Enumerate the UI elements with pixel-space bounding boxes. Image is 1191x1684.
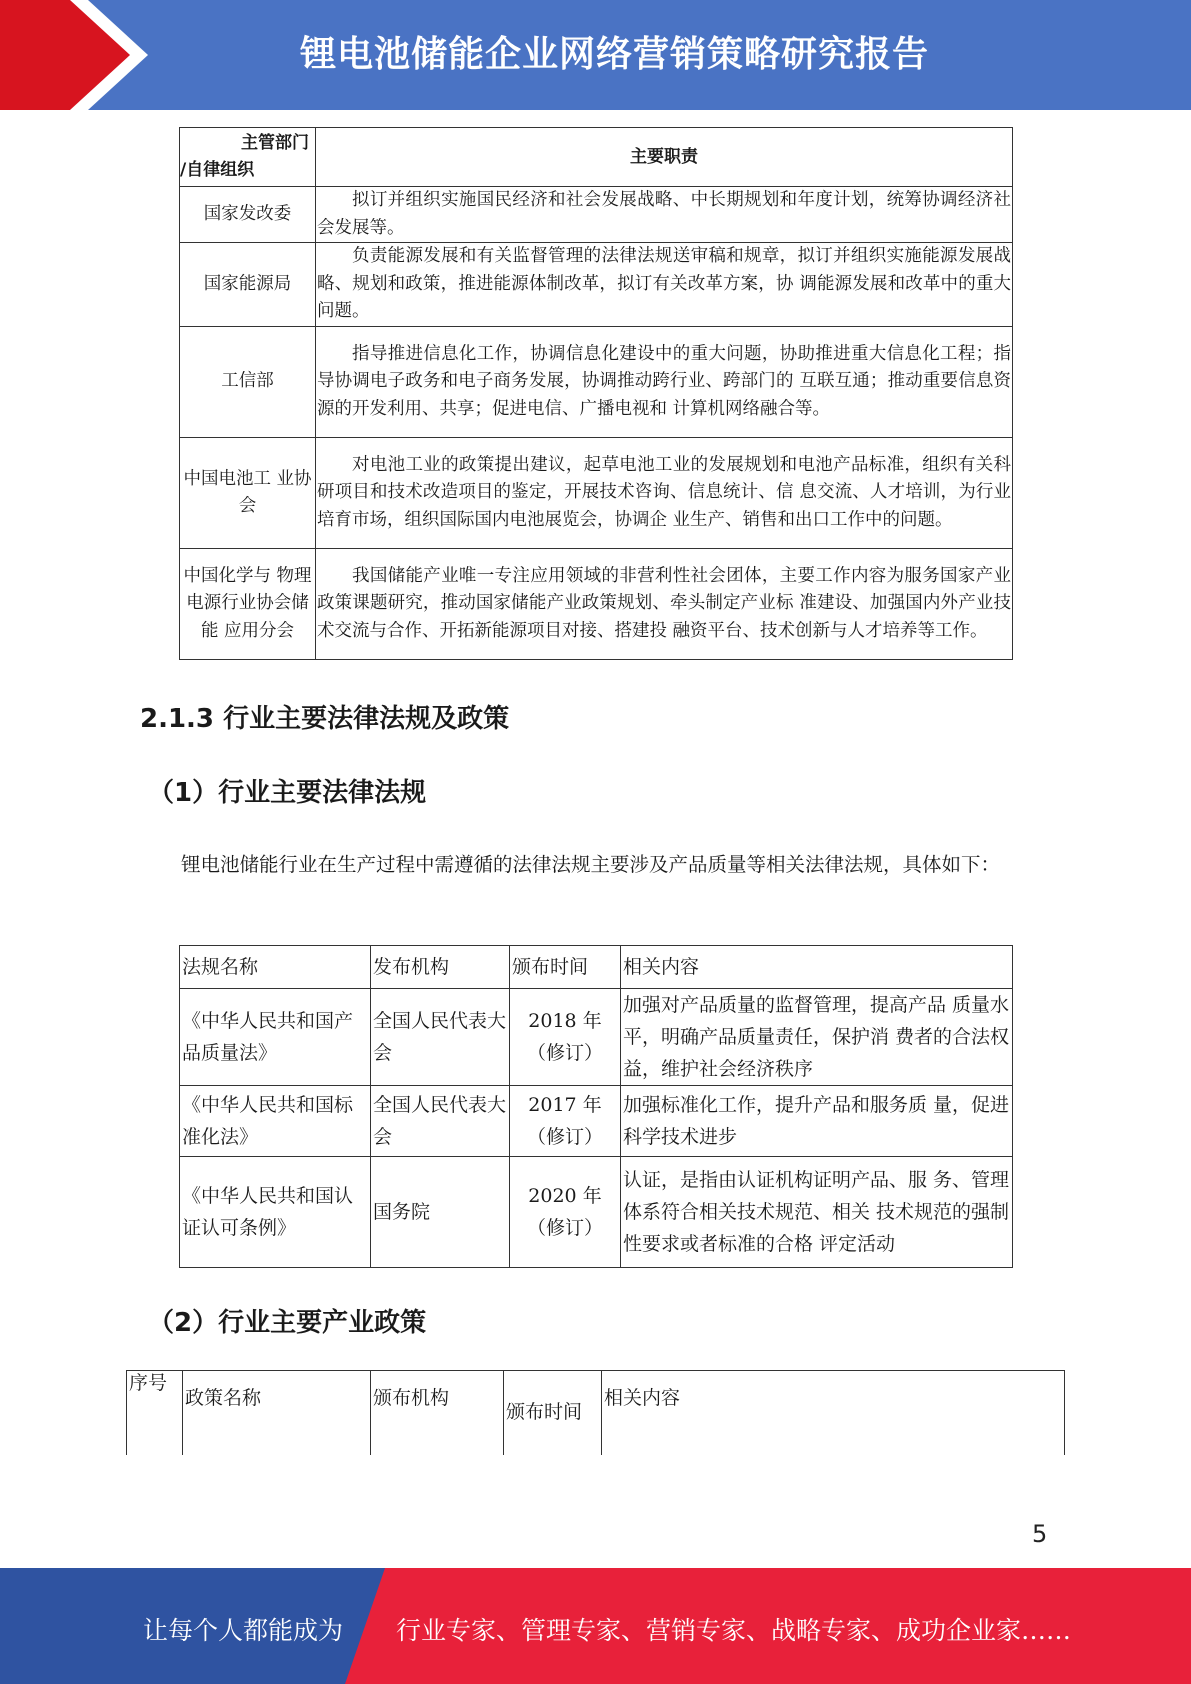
col-header-duty: 主要职责	[316, 128, 1013, 187]
subsection-heading-policies: （2）行业主要产业政策	[148, 1308, 427, 1338]
table-row	[180, 989, 1013, 1086]
table-header-row	[180, 128, 1013, 187]
col-header-issuer: 颁布机构	[371, 1371, 504, 1456]
dept-cell: 中国化学与 物理电源行业协会储能 应用分会	[180, 549, 316, 660]
law-name-cell: 《中华人民共和国标准化法》	[180, 1086, 371, 1157]
page-header	[0, 0, 1191, 110]
col-header-dept: 主管部门 /自律组织	[180, 128, 316, 187]
header-chevron-graphic	[0, 0, 160, 110]
law-content-cell: 加强标准化工作，提升产品和服务质 量，促进科学技术进步	[621, 1086, 1013, 1157]
law-name-cell: 《中华人民共和国认证认可条例》	[180, 1157, 371, 1268]
law-org-cell: 全国人民代表大会	[371, 1086, 510, 1157]
table-row	[180, 438, 1013, 549]
section-heading: 2.1.3 行业主要法律法规及政策	[140, 704, 510, 734]
table-header-row	[127, 1371, 1065, 1456]
col-header-org: 发布机构	[371, 946, 510, 989]
duty-cell: 拟订并组织实施国民经济和社会发展战略、中长期规划和年度计划，统筹协调经济社会发展等。	[316, 187, 1013, 243]
col-header-seq: 序号	[127, 1371, 183, 1456]
law-table	[179, 945, 1013, 1268]
duty-cell: 对电池工业的政策提出建议，起草电池工业的发展规划和电池产品标准，组织有关科研项目和技术改造项目的鉴定，开展技术咨询、信息统计、信 息交流、人才培训，为行业培育市场，组织国际国内电池展览会，协调企 业生产、销售和出口工作中的问题。	[316, 438, 1013, 549]
dept-cell: 国家发改委	[180, 187, 316, 243]
table-row	[180, 1086, 1013, 1157]
duty-cell: 指导推进信息化工作，协调信息化建设中的重大问题，协助推进重大信息化工程；指导协调电子政务和电子商务发展，协调推动跨行业、跨部门的 互联互通；推动重要信息资源的开发利用、共享；促进电信、广播电视和 计算机网络融合等。	[316, 327, 1013, 438]
page-number: 5	[1032, 1520, 1048, 1548]
table-row	[180, 243, 1013, 327]
subsection-heading-laws: （1）行业主要法律法规	[148, 778, 427, 808]
duty-cell: 负责能源发展和有关监督管理的法律法规送审稿和规章，拟订并组织实施能源发展战略、规划和政策，推进能源体制改革，拟订有关改革方案，协 调能源发展和改革中的重大问题。	[316, 243, 1013, 327]
col-header-time: 颁布时间	[510, 946, 621, 989]
dept-cell: 中国电池工 业协会	[180, 438, 316, 549]
dept-cell: 工信部	[180, 327, 316, 438]
page-footer	[0, 1568, 1191, 1684]
table-row	[180, 1157, 1013, 1268]
law-time-cell: 2018 年（修订）	[510, 989, 621, 1086]
law-content-cell: 加强对产品质量的监督管理，提高产品 质量水平，明确产品质量责任，保护消 费者的合法权益，维护社会经济秩序	[621, 989, 1013, 1086]
report-title: 锂电池储能企业网络营销策略研究报告	[300, 34, 930, 75]
col-header-policy-name: 政策名称	[183, 1371, 371, 1456]
law-time-cell: 2020 年（修订）	[510, 1157, 621, 1268]
table-header-row	[180, 946, 1013, 989]
law-time-cell: 2017 年（修订）	[510, 1086, 621, 1157]
duty-cell: 我国储能产业唯一专注应用领域的非营利性社会团体，主要工作内容为服务国家产业政策课题研究，推动国家储能产业政策规划、牵头制定产业标 准建设、加强国内外产业技术交流与合作、开拓新能源项目对接、搭建投 融资平台、技术创新与人才培养等工作。	[316, 549, 1013, 660]
law-name-cell: 《中华人民共和国产品质量法》	[180, 989, 371, 1086]
law-content-cell: 认证，是指由认证机构证明产品、服 务、管理体系符合相关技术规范、相关 技术规范的强制性要求或者标准的合格 评定活动	[621, 1157, 1013, 1268]
dept-cell: 国家能源局	[180, 243, 316, 327]
col-header-content: 相关内容	[602, 1371, 1065, 1456]
col-header-name: 法规名称	[180, 946, 371, 989]
policy-table	[126, 1370, 1065, 1455]
law-org-cell: 全国人民代表大会	[371, 989, 510, 1086]
intro-paragraph: 锂电池储能行业在生产过程中需遵循的法律法规主要涉及产品质量等相关法律法规，具体如下：	[181, 853, 1001, 876]
footer-slogan-left: 让每个人都能成为	[143, 1616, 344, 1645]
col-header-issue-time: 颁布时间	[504, 1371, 602, 1456]
footer-slogan-right: 行业专家、管理专家、营销专家、战略专家、成功企业家……	[396, 1616, 1072, 1645]
law-org-cell: 国务院	[371, 1157, 510, 1268]
dept-table	[179, 127, 1013, 660]
table-row	[180, 549, 1013, 660]
table-row	[180, 327, 1013, 438]
table-row	[180, 187, 1013, 243]
col-header-content: 相关内容	[621, 946, 1013, 989]
